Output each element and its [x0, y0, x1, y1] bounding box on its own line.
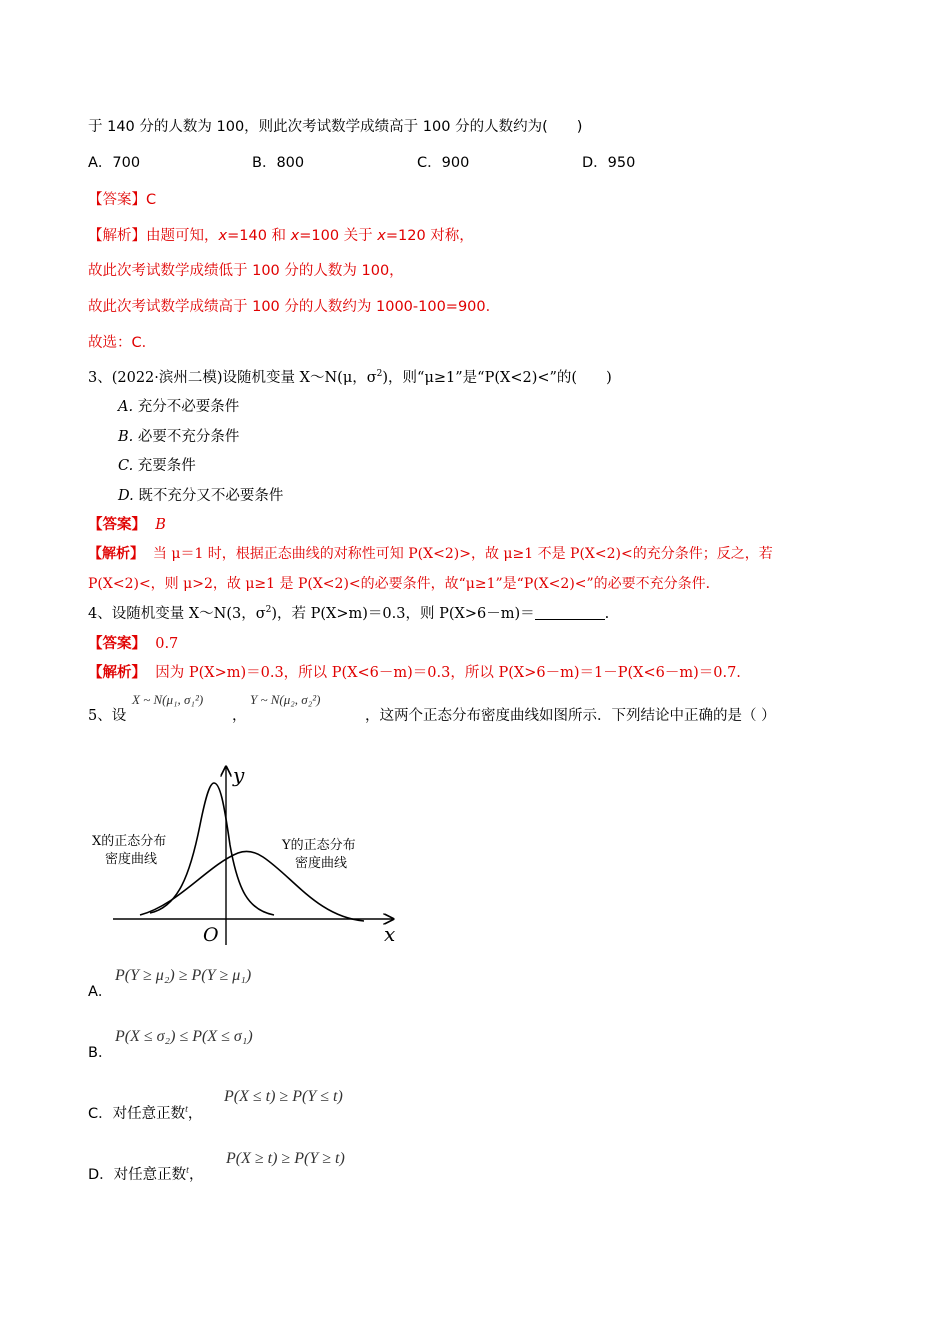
analysis-text: 当 μ＝1 时，根据正态曲线的对称性可知 P(X<2)>，故 μ≥1 不是 P(X<2)<的充分条件；反之，若 — [152, 546, 773, 562]
q5-math-x: X ~ N(μ₁, σ₁²) — [132, 692, 204, 707]
stem-text: 5、设 — [88, 708, 127, 724]
q3-analysis-line-1 — [88, 544, 773, 564]
option-text: 充要条件 — [137, 458, 196, 474]
q2-option-b: B．800 — [252, 155, 305, 171]
var-t: t — [185, 1104, 188, 1116]
option-text: 必要不充分条件 — [137, 429, 240, 445]
q5-stem-b: ，这两个正态分布密度曲线如图所示．下列结论中正确的是（ ） — [365, 708, 776, 724]
y-curve-label-2: 密度曲线 — [295, 856, 348, 871]
origin-label: O — [203, 924, 219, 946]
q5-option-b-math: P(X ≤ σ₂) ≤ P(X ≤ σ₁) — [115, 1028, 253, 1045]
analysis-text: =120 对称， — [385, 228, 474, 244]
q3-option-d — [118, 486, 283, 506]
q5-option-c-math: P(X ≤ t) ≥ P(Y ≤ t) — [224, 1088, 343, 1105]
answer-value: 0.7 — [155, 636, 179, 652]
x-curve-label-1: X的正态分布 — [92, 834, 167, 849]
var-x: x — [218, 228, 228, 244]
y-axis-label: y — [233, 763, 245, 787]
answer-blank[interactable] — [535, 604, 605, 620]
option-text: 对任意正数 — [113, 1167, 187, 1183]
answer-value: C — [146, 192, 157, 208]
analysis-text: =140 和 — [227, 228, 291, 244]
q2-option-d: D．950 — [582, 155, 636, 171]
q2-option-c: C．900 — [417, 155, 470, 171]
normal-curves-figure — [88, 755, 408, 950]
option-text: 对任意正数 — [112, 1106, 186, 1122]
analysis-tag: 【解析】 — [88, 665, 146, 681]
q2-analysis-line-2: 故此次考试数学成绩低于 100 分的人数为 100， — [88, 263, 404, 279]
q2-answer — [88, 190, 156, 210]
q5-option-d — [88, 1165, 203, 1185]
answer-value: B — [155, 517, 166, 533]
y-curve-label-1: Y的正态分布 — [282, 838, 356, 853]
analysis-text: 因为 P(X>m)＝0.3，所以 P(X<6－m)＝0.3，所以 P(X>6－m)＝1－P(X<6－m)＝0.7. — [155, 665, 741, 681]
q5-option-d-math: P(X ≥ t) ≥ P(Y ≥ t) — [226, 1150, 345, 1167]
q4-stem — [88, 604, 609, 624]
option-letter: C. — [118, 458, 134, 474]
x-axis-label: x — [384, 922, 396, 946]
q3-option-c — [118, 456, 196, 476]
answer-tag: 【答案】 — [88, 517, 146, 533]
analysis-tag: 【解析】 — [88, 228, 146, 244]
q3-option-b — [118, 427, 239, 447]
stem-text: 3、(2022·滨州二模)设随机变量 X～N(μ，σ — [88, 370, 377, 386]
stem-text: 4、设随机变量 X～N(3，σ — [88, 606, 266, 622]
q2-option-a: A．700 — [88, 155, 141, 171]
analysis-text: =100 关于 — [299, 228, 378, 244]
q3-analysis-line-2: P(X<2)<，则 μ>2，故 μ≥1 是 P(X<2)<的必要条件，故“μ≥1”是“P(X<2)<”的必要不充分条件． — [88, 576, 720, 592]
option-text: ， — [188, 1167, 204, 1183]
q2-analysis-line-3: 故此次考试数学成绩高于 100 分的人数约为 1000-100=900． — [88, 299, 501, 315]
option-label: D． — [88, 1167, 114, 1183]
q5-option-c — [88, 1104, 202, 1124]
var-x: x — [290, 228, 300, 244]
option-label: C． — [88, 1106, 113, 1122]
analysis-text: 由题可知， — [146, 228, 219, 244]
q4-answer — [88, 634, 178, 654]
answer-tag: 【答案】 — [88, 636, 146, 652]
stem-text: . — [604, 606, 610, 622]
q5-math-y: Y ~ N(μ₂, σ₂²) — [250, 692, 321, 707]
stem-text: )，则“μ≥1”是“P(X<2)<”的( ) — [382, 370, 612, 386]
var-t: t — [186, 1165, 189, 1177]
option-text: ， — [187, 1106, 203, 1122]
analysis-tag: 【解析】 — [88, 546, 144, 562]
q4-analysis — [88, 663, 741, 683]
superscript: 2 — [265, 605, 272, 616]
q3-stem — [88, 368, 612, 388]
q2-analysis-line-4: 故选：C． — [88, 335, 157, 351]
option-letter: B. — [118, 429, 134, 445]
option-text: 既不充分又不必要条件 — [138, 488, 284, 504]
q5-option-a-math: P(Y ≥ μ₂) ≥ P(Y ≥ μ₁) — [115, 967, 252, 984]
option-letter: D. — [118, 488, 134, 504]
q2-analysis-line-1 — [88, 226, 474, 246]
x-density-curve — [150, 783, 274, 915]
q3-answer — [88, 515, 166, 535]
option-letter: A. — [118, 399, 134, 415]
q5-stem — [88, 706, 126, 726]
answer-tag: 【答案】 — [88, 192, 146, 208]
stem-text: )，若 P(X>m)＝0.3，则 P(X>6－m)＝ — [271, 606, 535, 622]
var-x: x — [377, 228, 386, 244]
x-curve-label-2: 密度曲线 — [105, 852, 158, 867]
q5-comma: ， — [232, 708, 247, 724]
q3-option-a — [118, 397, 239, 417]
option-text: 充分不必要条件 — [137, 399, 240, 415]
superscript: 2 — [376, 369, 383, 380]
q5-option-a: A． — [88, 984, 113, 1000]
q2-stem: 于 140 分的人数为 100，则此次考试数学成绩高于 100 分的人数约为( ) — [88, 119, 583, 135]
q5-option-b: B． — [88, 1045, 113, 1061]
